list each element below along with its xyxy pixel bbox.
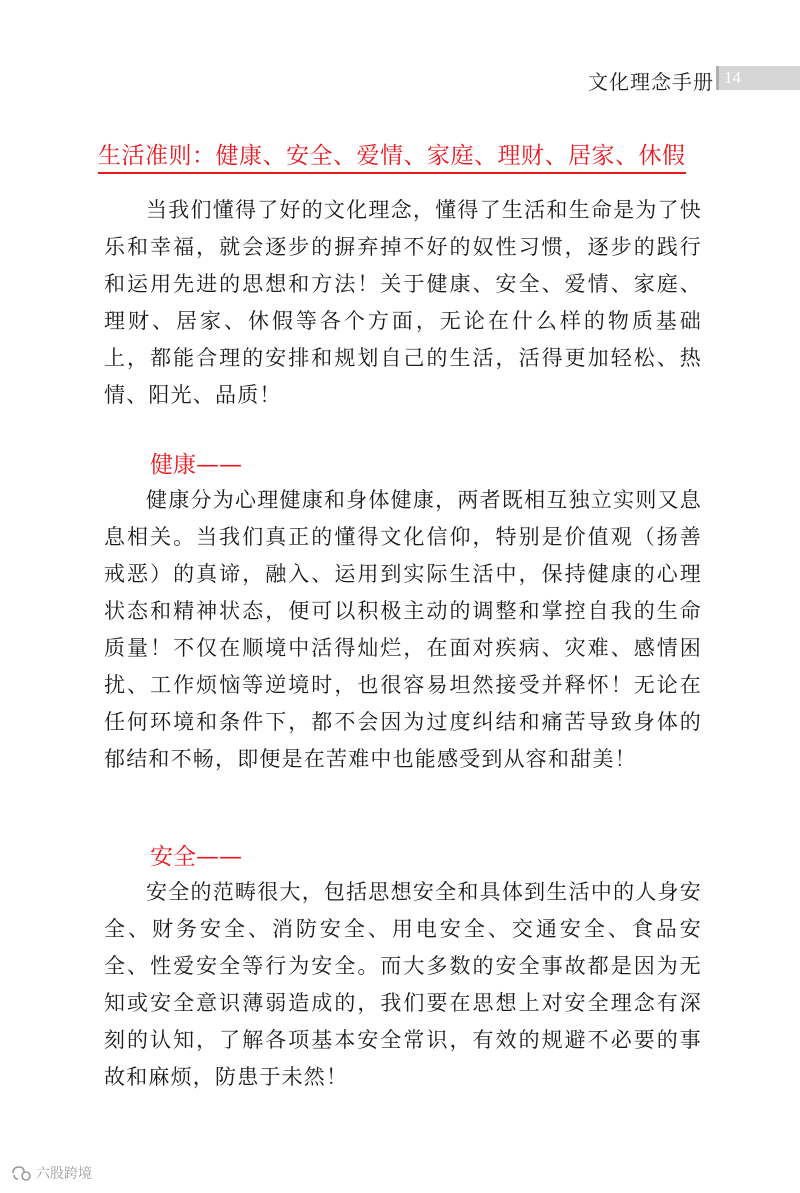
intro-paragraph: 当我们懂得了好的文化理念，懂得了生活和生命是为了快乐和幸福，就会逐步的摒弃掉不好的奴性习惯，逐步的践行和运用先进的思想和方法！关于健康、安全、爱情、家庭、理财、居家、休假等各个方面，无论在什么样的物质基础上，都能合理的安排和规划自己的生活，活得更加轻松、热情、阳光、品质！ xyxy=(104,198,702,407)
main-heading: 生活准则：健康、安全、爱情、家庭、理财、居家、休假 xyxy=(98,143,686,174)
section-paragraph-safety: 安全的范畴很大，包括思想安全和具体到生活中的人身安全、财务安全、消防安全、用电安全、交通安全、食品安全、性爱安全等行为安全。而大多数的安全事故都是因为无知或安全意识薄弱造成的，我们要在思想上对安全理念有深刻的认知，了解各项基本安全常识，有效的规避不必要的事故和麻烦，防患于未然！ xyxy=(104,880,702,1089)
handbook-title: 文化理念手册 xyxy=(588,70,714,94)
section-paragraph-health: 健康分为心理健康和身体健康，两者既相互独立实则又息息相关。当我们真正的懂得文化信仰，特别是价值观（扬善戒恶）的真谛，融入、运用到实际生活中，保持健康的心理状态和精神状态，便可以积极主动的调整和掌控自我的生命质量！不仅在顺境中活得灿烂，在面对疾病、灾难、感情困扰、工作烦恼等逆境时，也很容易坦然接受并释怀！无论在任何环境和条件下，都不会因为过度纠结和痛苦导致身体的郁结和不畅，即便是在苦难中也能感受到从容和甜美！ xyxy=(104,488,702,771)
watermark-text: 六股跨境 xyxy=(36,1166,92,1182)
section-heading-safety: 安全—— xyxy=(150,844,242,870)
watermark xyxy=(10,1163,92,1183)
page-number: 14 xyxy=(724,68,741,87)
watermark-logo-icon xyxy=(10,1164,32,1182)
section-heading-health: 健康—— xyxy=(150,452,242,478)
